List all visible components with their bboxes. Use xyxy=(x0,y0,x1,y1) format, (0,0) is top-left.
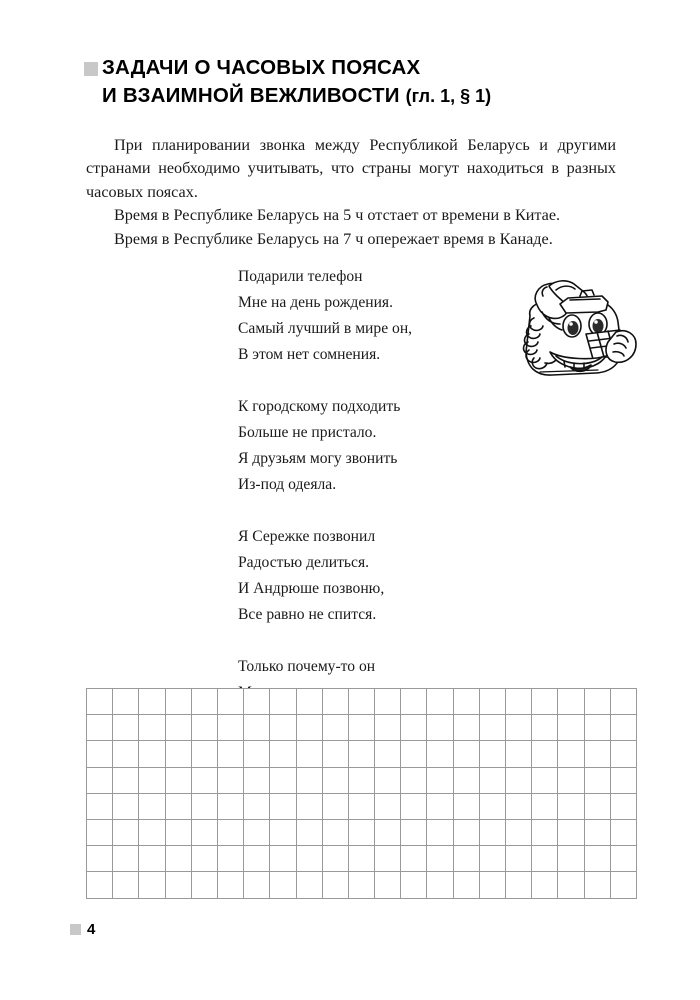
intro-paragraph-1: При планировании звонка между Республикой Беларусь и другими странами необходимо учитывать, что страны могут находиться в разных часовых поясах. xyxy=(86,136,616,201)
answer-grid-cell[interactable] xyxy=(610,741,636,767)
poem-line: Больше не пристало. xyxy=(238,424,377,441)
answer-grid-cell[interactable] xyxy=(322,689,348,715)
intro-text-block xyxy=(86,134,616,251)
answer-grid-cell[interactable] xyxy=(217,819,243,845)
answer-grid-cell[interactable] xyxy=(139,819,165,845)
poem-line: Только почему-то он xyxy=(238,658,376,675)
answer-grid-cell[interactable] xyxy=(165,872,191,898)
answer-grid-cell[interactable] xyxy=(584,793,610,819)
answer-grid-cell[interactable] xyxy=(113,689,139,715)
answer-grid-cell[interactable] xyxy=(87,741,113,767)
answer-grid-cell[interactable] xyxy=(244,715,270,741)
answer-grid-cell[interactable] xyxy=(427,872,453,898)
title-line-2 xyxy=(84,82,624,110)
answer-grid-cell[interactable] xyxy=(113,741,139,767)
answer-grid-cell[interactable] xyxy=(270,767,296,793)
answer-grid-cell[interactable] xyxy=(87,846,113,872)
answer-grid-cell[interactable] xyxy=(532,846,558,872)
poem-stanza xyxy=(238,264,518,368)
answer-grid-cell[interactable] xyxy=(348,689,374,715)
answer-grid-row xyxy=(87,741,637,767)
answer-grid-cell[interactable] xyxy=(87,793,113,819)
answer-grid-cell[interactable] xyxy=(401,819,427,845)
answer-grid-cell[interactable] xyxy=(584,689,610,715)
answer-grid-cell[interactable] xyxy=(610,819,636,845)
answer-grid-cell[interactable] xyxy=(217,872,243,898)
answer-grid-cell[interactable] xyxy=(165,846,191,872)
answer-grid-cell[interactable] xyxy=(139,767,165,793)
answer-grid-cell[interactable] xyxy=(296,793,322,819)
answer-grid-cell[interactable] xyxy=(584,872,610,898)
answer-grid-cell[interactable] xyxy=(610,715,636,741)
answer-grid-cell[interactable] xyxy=(375,767,401,793)
answer-grid-body xyxy=(87,689,637,899)
answer-grid-cell[interactable] xyxy=(584,819,610,845)
answer-grid-cell[interactable] xyxy=(558,689,584,715)
answer-grid-cell[interactable] xyxy=(453,846,479,872)
poem-line: Радостью делиться. xyxy=(238,554,370,571)
answer-grid-cell[interactable] xyxy=(610,872,636,898)
poem-line: Подарили телефон xyxy=(238,268,363,285)
answer-grid-cell[interactable] xyxy=(427,689,453,715)
answer-grid-cell[interactable] xyxy=(401,846,427,872)
answer-grid-cell[interactable] xyxy=(244,819,270,845)
answer-grid-cell[interactable] xyxy=(165,689,191,715)
answer-grid-cell[interactable] xyxy=(348,819,374,845)
answer-grid-cell[interactable] xyxy=(401,689,427,715)
answer-grid-cell[interactable] xyxy=(375,846,401,872)
answer-grid-cell[interactable] xyxy=(165,741,191,767)
answer-grid-cell[interactable] xyxy=(139,846,165,872)
answer-grid-cell[interactable] xyxy=(584,846,610,872)
answer-grid-cell[interactable] xyxy=(479,741,505,767)
answer-grid-cell[interactable] xyxy=(427,793,453,819)
poem-line: Все равно не спится. xyxy=(238,606,377,623)
answer-grid-cell[interactable] xyxy=(453,819,479,845)
answer-grid-cell[interactable] xyxy=(558,793,584,819)
answer-grid-cell[interactable] xyxy=(584,715,610,741)
answer-grid-cell[interactable] xyxy=(479,872,505,898)
answer-grid-cell[interactable] xyxy=(139,872,165,898)
answer-grid-cell[interactable] xyxy=(453,689,479,715)
answer-grid-cell[interactable] xyxy=(506,819,532,845)
answer-grid-cell[interactable] xyxy=(558,846,584,872)
title-text-line-2: И ВЗАИМНОЙ ВЕЖЛИВОСТИ xyxy=(102,84,406,107)
answer-grid-cell[interactable] xyxy=(453,767,479,793)
answer-grid-cell[interactable] xyxy=(453,793,479,819)
answer-grid-cell[interactable] xyxy=(113,872,139,898)
answer-grid-cell[interactable] xyxy=(375,793,401,819)
answer-grid-cell[interactable] xyxy=(506,689,532,715)
answer-grid-cell[interactable] xyxy=(453,715,479,741)
answer-grid-cell[interactable] xyxy=(270,741,296,767)
intro-paragraph-2: Время в Республике Беларусь на 5 ч отстает от времени в Китае. xyxy=(114,206,561,225)
answer-grid-cell[interactable] xyxy=(506,767,532,793)
answer-grid-cell[interactable] xyxy=(453,741,479,767)
answer-grid-cell[interactable] xyxy=(87,767,113,793)
answer-grid-cell[interactable] xyxy=(401,741,427,767)
answer-grid-cell[interactable] xyxy=(270,819,296,845)
page-number: 4 xyxy=(87,921,96,938)
answer-grid-cell[interactable] xyxy=(191,741,217,767)
answer-grid-cell[interactable] xyxy=(375,819,401,845)
answer-grid[interactable] xyxy=(86,688,637,899)
answer-grid-cell[interactable] xyxy=(191,715,217,741)
square-bullet-icon xyxy=(84,62,98,76)
answer-grid-cell[interactable] xyxy=(296,846,322,872)
poem-line: В этом нет сомнения. xyxy=(238,346,381,363)
answer-grid-cell[interactable] xyxy=(558,819,584,845)
answer-grid-cell[interactable] xyxy=(610,767,636,793)
answer-grid-cell[interactable] xyxy=(427,767,453,793)
answer-grid-cell[interactable] xyxy=(296,767,322,793)
poem-line: Я Сережке позвонил xyxy=(238,528,376,545)
answer-grid-cell[interactable] xyxy=(584,767,610,793)
answer-grid-cell[interactable] xyxy=(348,872,374,898)
answer-grid-cell[interactable] xyxy=(479,715,505,741)
answer-grid-cell[interactable] xyxy=(401,715,427,741)
answer-grid-cell[interactable] xyxy=(532,689,558,715)
answer-grid-cell[interactable] xyxy=(375,689,401,715)
answer-grid-cell[interactable] xyxy=(348,793,374,819)
answer-grid-cell[interactable] xyxy=(217,741,243,767)
answer-grid-cell[interactable] xyxy=(217,767,243,793)
answer-grid-cell[interactable] xyxy=(244,767,270,793)
answer-grid-cell[interactable] xyxy=(113,767,139,793)
answer-grid-cell[interactable] xyxy=(113,846,139,872)
answer-grid-cell[interactable] xyxy=(322,846,348,872)
answer-grid-cell[interactable] xyxy=(532,715,558,741)
answer-grid-cell[interactable] xyxy=(401,767,427,793)
answer-grid-row xyxy=(87,793,637,819)
answer-grid-cell[interactable] xyxy=(322,793,348,819)
answer-grid-cell[interactable] xyxy=(165,767,191,793)
answer-grid-cell[interactable] xyxy=(479,689,505,715)
answer-grid-cell[interactable] xyxy=(610,846,636,872)
answer-grid-cell[interactable] xyxy=(427,846,453,872)
answer-grid-cell[interactable] xyxy=(558,872,584,898)
answer-grid-cell[interactable] xyxy=(191,819,217,845)
answer-grid-cell[interactable] xyxy=(322,872,348,898)
answer-grid-row xyxy=(87,689,637,715)
answer-grid-cell[interactable] xyxy=(191,689,217,715)
poem-stanza xyxy=(238,394,518,498)
answer-grid-cell[interactable] xyxy=(348,846,374,872)
answer-grid-cell[interactable] xyxy=(87,689,113,715)
title-line-1 xyxy=(84,54,624,82)
answer-grid-cell[interactable] xyxy=(87,715,113,741)
answer-grid-cell[interactable] xyxy=(191,846,217,872)
answer-grid-cell[interactable] xyxy=(217,846,243,872)
answer-grid-row xyxy=(87,819,637,845)
answer-grid-cell[interactable] xyxy=(244,872,270,898)
answer-grid-row xyxy=(87,846,637,872)
answer-grid-cell[interactable] xyxy=(322,715,348,741)
answer-grid-cell[interactable] xyxy=(217,715,243,741)
answer-grid-cell[interactable] xyxy=(270,793,296,819)
answer-grid-cell[interactable] xyxy=(610,793,636,819)
answer-grid-cell[interactable] xyxy=(322,767,348,793)
answer-grid-cell[interactable] xyxy=(427,715,453,741)
answer-grid-cell[interactable] xyxy=(348,767,374,793)
page-footer xyxy=(70,921,95,938)
answer-grid-cell[interactable] xyxy=(191,793,217,819)
answer-grid-cell[interactable] xyxy=(244,793,270,819)
answer-grid-cell[interactable] xyxy=(296,715,322,741)
answer-grid-cell[interactable] xyxy=(217,793,243,819)
answer-grid-cell[interactable] xyxy=(584,741,610,767)
answer-grid-cell[interactable] xyxy=(270,715,296,741)
answer-grid-cell[interactable] xyxy=(479,767,505,793)
answer-grid-cell[interactable] xyxy=(270,872,296,898)
answer-grid-cell[interactable] xyxy=(139,793,165,819)
answer-grid-cell[interactable] xyxy=(165,819,191,845)
answer-grid-cell[interactable] xyxy=(348,715,374,741)
answer-grid-cell[interactable] xyxy=(139,715,165,741)
poem-block xyxy=(238,264,518,758)
answer-grid-cell[interactable] xyxy=(113,819,139,845)
answer-grid-cell[interactable] xyxy=(401,793,427,819)
poem-line: Я друзьям могу звонить xyxy=(238,450,398,467)
answer-grid-cell[interactable] xyxy=(270,689,296,715)
answer-grid-cell[interactable] xyxy=(217,689,243,715)
answer-grid-cell[interactable] xyxy=(610,689,636,715)
answer-grid-cell[interactable] xyxy=(191,872,217,898)
answer-grid-cell[interactable] xyxy=(558,767,584,793)
intro-paragraph-3: Время в Республике Беларусь на 7 ч опережает время в Канаде. xyxy=(114,229,553,248)
footer-square-bullet-icon xyxy=(70,924,81,935)
answer-grid-cell[interactable] xyxy=(427,819,453,845)
answer-grid-cell[interactable] xyxy=(479,793,505,819)
answer-grid-cell[interactable] xyxy=(322,819,348,845)
answer-grid-cell[interactable] xyxy=(165,715,191,741)
answer-grid-cell[interactable] xyxy=(322,741,348,767)
answer-grid-cell[interactable] xyxy=(532,872,558,898)
poem-line: К городскому подходить xyxy=(238,398,401,415)
answer-grid-cell[interactable] xyxy=(532,767,558,793)
answer-grid-cell[interactable] xyxy=(296,819,322,845)
answer-grid-cell[interactable] xyxy=(165,793,191,819)
answer-grid-cell[interactable] xyxy=(348,741,374,767)
answer-grid-cell[interactable] xyxy=(139,689,165,715)
answer-grid-cell[interactable] xyxy=(506,846,532,872)
answer-grid-cell[interactable] xyxy=(375,715,401,741)
answer-grid-cell[interactable] xyxy=(296,689,322,715)
poem-line: Мне на день рождения. xyxy=(238,294,394,311)
answer-grid-cell[interactable] xyxy=(427,741,453,767)
answer-grid-row xyxy=(87,872,637,898)
answer-grid-cell[interactable] xyxy=(506,793,532,819)
title-chapter-reference: (гл. 1, § 1) xyxy=(405,86,492,106)
poem-stanza xyxy=(238,524,518,628)
answer-grid-cell[interactable] xyxy=(532,793,558,819)
answer-grid-cell[interactable] xyxy=(506,872,532,898)
answer-grid-cell[interactable] xyxy=(506,715,532,741)
answer-grid-cell[interactable] xyxy=(296,872,322,898)
answer-grid-row xyxy=(87,715,637,741)
answer-grid-cell[interactable] xyxy=(244,741,270,767)
answer-grid-cell[interactable] xyxy=(558,741,584,767)
answer-grid-cell[interactable] xyxy=(401,872,427,898)
answer-grid-cell[interactable] xyxy=(87,872,113,898)
poem-line: Самый лучший в мире он, xyxy=(238,320,413,337)
answer-grid-cell[interactable] xyxy=(139,741,165,767)
answer-grid-cell[interactable] xyxy=(375,741,401,767)
answer-grid-cell[interactable] xyxy=(532,819,558,845)
answer-grid-cell[interactable] xyxy=(244,846,270,872)
poem-line: И Андрюше позвоню, xyxy=(238,580,385,597)
title-text-line-1: ЗАДАЧИ О ЧАСОВЫХ ПОЯСАХ xyxy=(102,56,421,79)
answer-grid-cell[interactable] xyxy=(558,715,584,741)
answer-grid-cell[interactable] xyxy=(113,793,139,819)
answer-grid-cell[interactable] xyxy=(87,819,113,845)
answer-grid-cell[interactable] xyxy=(296,741,322,767)
page-title xyxy=(84,54,624,110)
answer-grid-cell[interactable] xyxy=(453,872,479,898)
answer-grid-cell[interactable] xyxy=(375,872,401,898)
answer-grid-row xyxy=(87,767,637,793)
poem-line: Из-под одеяла. xyxy=(238,476,337,493)
answer-grid-cell[interactable] xyxy=(532,741,558,767)
answer-grid-cell[interactable] xyxy=(479,846,505,872)
telephone-cartoon-icon xyxy=(494,272,640,382)
answer-grid-cell[interactable] xyxy=(270,846,296,872)
answer-grid-cell[interactable] xyxy=(479,819,505,845)
answer-grid-cell[interactable] xyxy=(244,689,270,715)
answer-grid-cell[interactable] xyxy=(506,741,532,767)
answer-grid-cell[interactable] xyxy=(113,715,139,741)
answer-grid-cell[interactable] xyxy=(191,767,217,793)
